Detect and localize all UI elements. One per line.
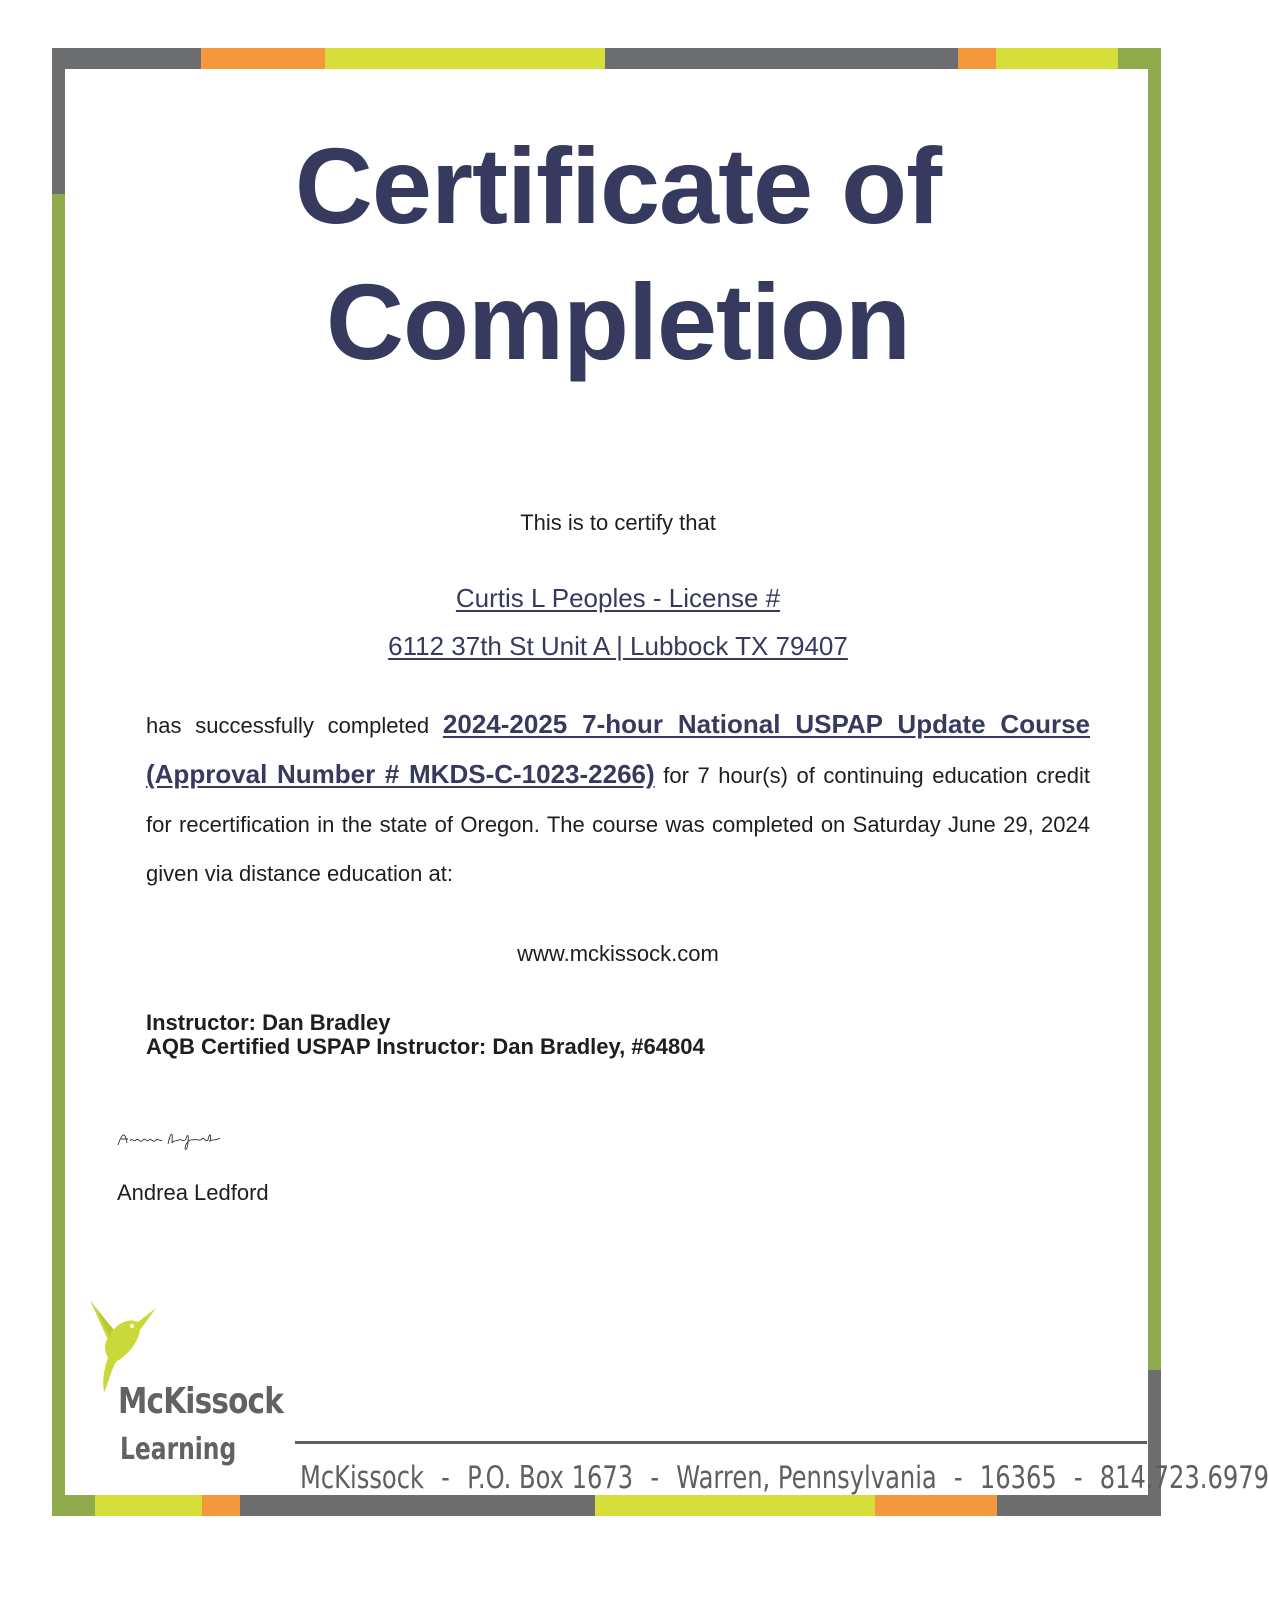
border-top-orange-2: [958, 48, 996, 69]
footer-separator: -: [441, 1460, 450, 1496]
border-bottom-lime-2: [595, 1495, 875, 1516]
border-top-orange-1: [201, 48, 325, 69]
footer-zip: 16365: [979, 1460, 1057, 1496]
signer-name: Andrea Ledford: [117, 1180, 269, 1205]
recipient-address: 6112 37th St Unit A | Lubbock TX 79407: [388, 631, 848, 661]
border-top-gray-1: [52, 48, 201, 69]
footer-phone: 814.723.6979: [1099, 1460, 1269, 1496]
border-bottom-gray-2: [997, 1495, 1161, 1516]
footer-separator: -: [1073, 1460, 1083, 1496]
border-bottom-gray-1: [240, 1495, 595, 1516]
logo-name: McKissock: [118, 1381, 284, 1422]
footer-divider: [295, 1441, 1147, 1444]
aqb-instructor-line: AQB Certified USPAP Instructor: Dan Bradley, #64804: [146, 1034, 705, 1059]
instructor-line: Instructor: Dan Bradley: [146, 1010, 391, 1035]
certify-intro: This is to certify that: [520, 510, 716, 535]
footer-contact: [300, 1460, 1269, 1496]
title-line-1: Certificate of: [294, 125, 942, 246]
footer-city-state: Warren, Pennsylvania: [676, 1460, 937, 1496]
footer-separator: -: [953, 1460, 963, 1496]
footer-company: McKissock: [300, 1460, 425, 1496]
footer-separator: -: [650, 1460, 660, 1496]
border-bottom-lime-1: [95, 1495, 202, 1516]
border-bottom-olive: [52, 1495, 95, 1516]
page-title: [0, 118, 1236, 390]
statement-prefix: has successfully completed: [146, 713, 443, 738]
border-bottom-orange-1: [202, 1495, 240, 1516]
statement-suffix: for 7 hour(s) of continuing education credit for recertification in the state of Oregon. The course was completed on Saturday June 29, 2024 given via distance education at:: [146, 763, 1090, 886]
border-top-lime-2: [996, 48, 1118, 69]
signature-image: [116, 1127, 226, 1153]
recipient-name-license: Curtis L Peoples - License #: [455, 583, 781, 613]
border-top-gray-2: [605, 48, 958, 69]
footer-po-box: P.O. Box 1673: [467, 1460, 634, 1496]
website-text: www.mckissock.com: [517, 941, 719, 966]
border-bottom-orange-2: [875, 1495, 997, 1516]
title-line-2: Completion: [326, 261, 910, 382]
border-left-olive: [52, 194, 65, 1516]
logo-subtitle: Learning: [120, 1432, 237, 1467]
completion-statement: [146, 700, 1090, 898]
course-name: 2024-2025 7-hour National USPAP Update Course (Approval Number # MKDS-C-1023-2266): [146, 709, 1091, 789]
border-top-lime-1: [325, 48, 605, 69]
